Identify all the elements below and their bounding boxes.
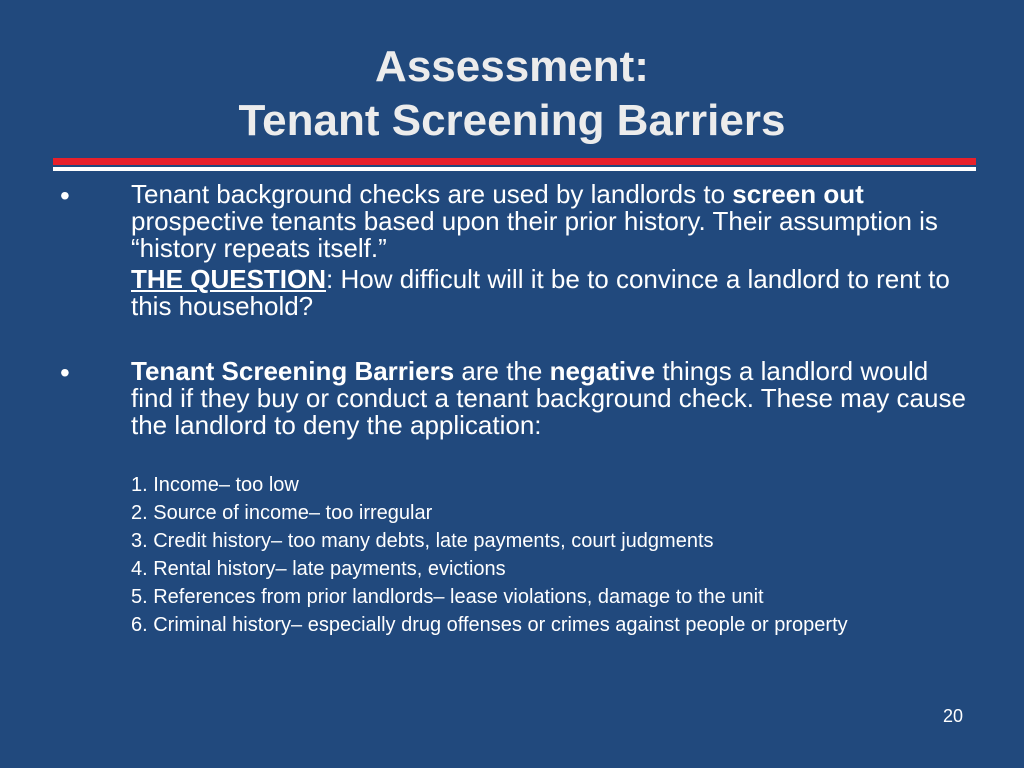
barrier-item: 4. Rental history– late payments, evictions bbox=[131, 558, 506, 580]
bullet-1-bold: screen out bbox=[732, 179, 864, 209]
bullet-1-text-part1: Tenant background checks are used by landlords to bbox=[131, 179, 733, 209]
title-line-1: Assessment: bbox=[375, 42, 649, 91]
barrier-item: 5. References from prior landlords– lease violations, damage to the unit bbox=[131, 586, 764, 608]
bullet-2-bold-1: Tenant Screening Barriers bbox=[131, 356, 455, 386]
barrier-item: 1. Income– too low bbox=[131, 474, 299, 496]
bullet-1-text-part2: prospective tenants based upon their prior history. Their assumption is “history repeats itself.” bbox=[131, 206, 938, 263]
barrier-item: 3. Credit history– too many debts, late payments, court judgments bbox=[131, 530, 714, 552]
bullet-marker-2: • bbox=[60, 357, 70, 388]
bullet-2-text bbox=[131, 358, 971, 439]
question-paragraph bbox=[131, 266, 971, 320]
page-number: 20 bbox=[942, 706, 963, 726]
bullet-2-text-part2: things a landlord would find if they buy or conduct a tenant background check. These may cause the landlord to deny the application: bbox=[131, 356, 966, 440]
question-label: THE QUESTION bbox=[131, 264, 327, 294]
bullet-2-bold-2: negative bbox=[549, 356, 656, 386]
barrier-item: 6. Criminal history– especially drug offenses or crimes against people or property bbox=[131, 614, 848, 636]
title-line-2: Tenant Screening Barriers bbox=[238, 96, 786, 145]
bullet-2-text-part1: are the bbox=[454, 356, 550, 386]
barrier-list bbox=[131, 474, 971, 642]
bullet-1-text bbox=[131, 181, 971, 262]
bullet-marker-1: • bbox=[60, 180, 70, 211]
barrier-item: 2. Source of income– too irregular bbox=[131, 502, 433, 524]
question-text: : How difficult will it be to convince a landlord to rent to this household? bbox=[131, 264, 950, 321]
